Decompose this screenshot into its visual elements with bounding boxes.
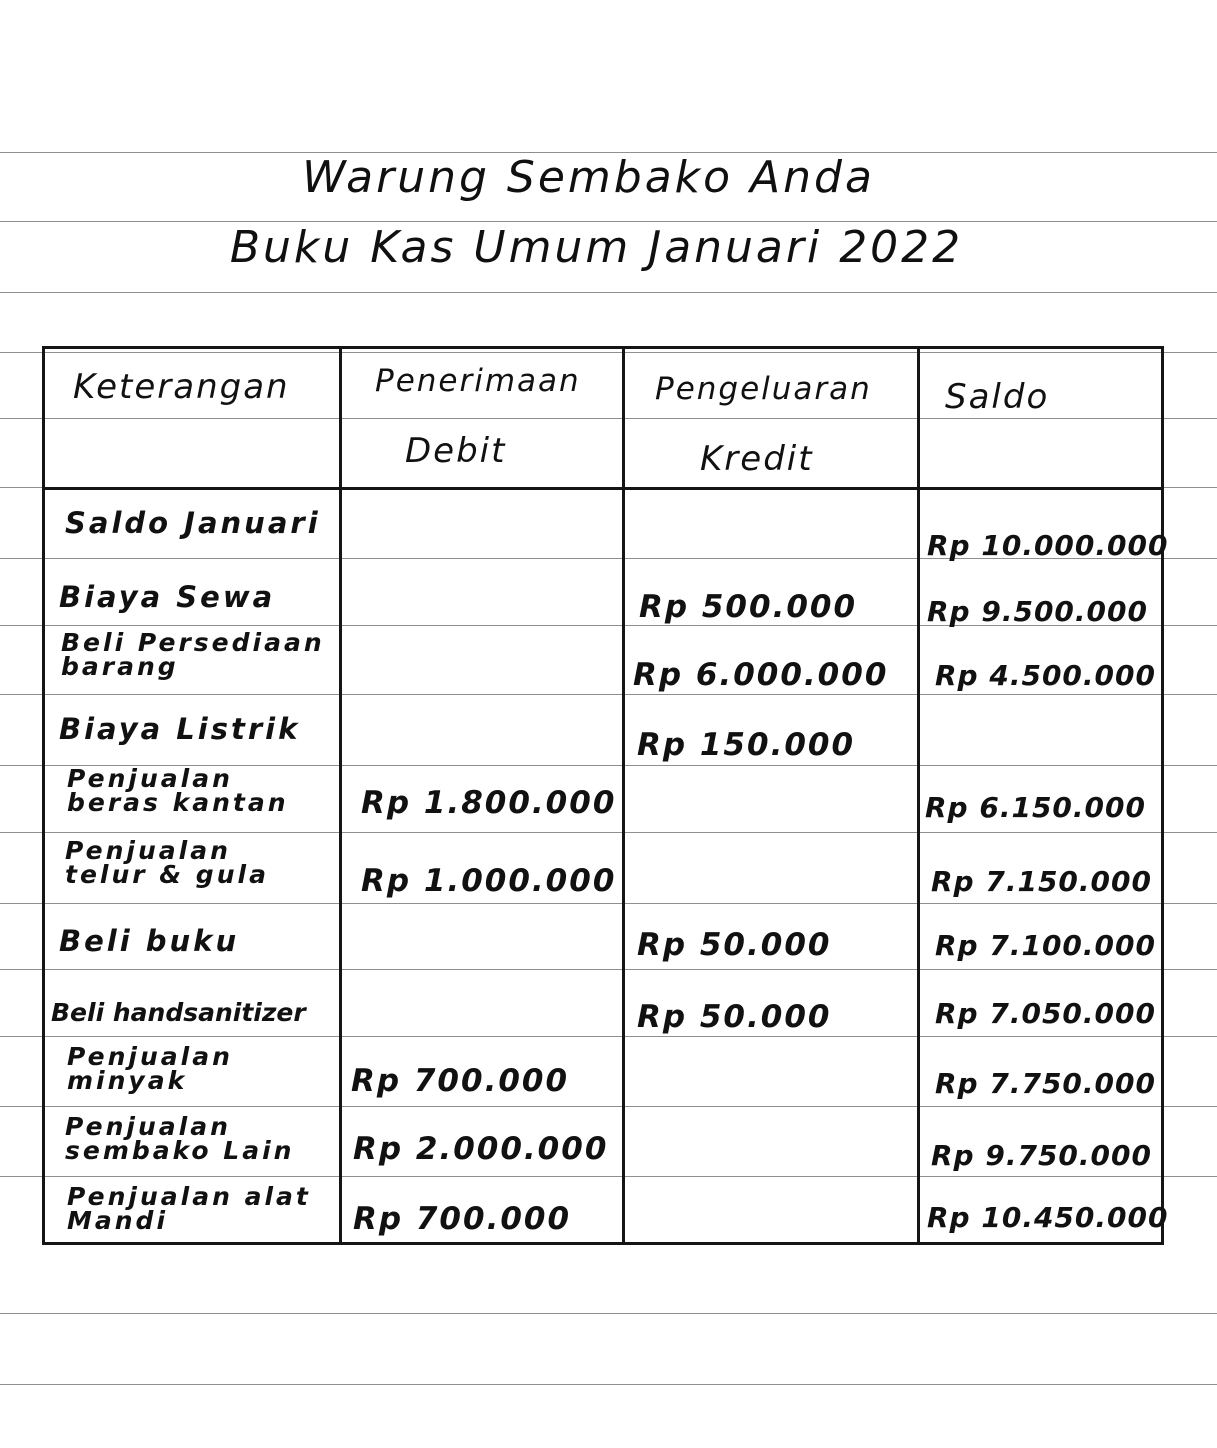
row-debit: Rp 2.000.000: [353, 1131, 609, 1167]
row-kredit: Rp 500.000: [639, 589, 858, 625]
row-keterangan: Penjualan telur & gula: [65, 836, 269, 889]
row-saldo: Rp 10.450.000: [927, 1201, 1169, 1234]
row-saldo: Rp 7.750.000: [935, 1067, 1157, 1100]
row-kredit: Rp 150.000: [637, 727, 856, 763]
row-saldo: Rp 9.500.000: [927, 595, 1149, 628]
header-kredit-label: Pengeluaran: [655, 371, 872, 407]
row-debit: Rp 1.800.000: [361, 785, 617, 821]
row-saldo: Rp 9.750.000: [931, 1139, 1153, 1172]
header-debit: Debit: [405, 431, 507, 471]
row-keterangan: Beli buku: [59, 924, 240, 958]
header-divider: [45, 487, 1161, 490]
row-keterangan: Beli Persediaan barang: [61, 628, 325, 681]
row-keterangan: Saldo Januari: [65, 506, 321, 540]
row-debit: Rp 1.000.000: [361, 863, 617, 899]
column-divider: [339, 349, 342, 1242]
cash-book-table: [42, 346, 1169, 1245]
row-kredit: Rp 6.000.000: [633, 657, 889, 693]
ruled-line: [0, 1384, 1217, 1385]
row-keterangan: Penjualan sembako Lain: [65, 1112, 295, 1165]
row-kredit: Rp 50.000: [637, 999, 832, 1035]
column-divider: [622, 349, 625, 1242]
row-saldo: Rp 7.150.000: [931, 865, 1153, 898]
column-divider: [917, 349, 920, 1242]
row-keterangan: Penjualan alat Mandi: [67, 1182, 311, 1235]
header-kredit: Kredit: [700, 439, 814, 479]
row-saldo: Rp 6.150.000: [925, 791, 1147, 824]
row-saldo: Rp 7.050.000: [935, 997, 1157, 1030]
row-keterangan: Biaya Sewa: [59, 580, 276, 614]
row-saldo: Rp 10.000.000: [927, 529, 1169, 562]
row-keterangan: Penjualan beras kantan: [67, 764, 289, 817]
document-subtitle: Buku Kas Umum Januari 2022: [229, 222, 964, 273]
row-debit: Rp 700.000: [351, 1063, 570, 1099]
row-saldo: Rp 4.500.000: [935, 659, 1157, 692]
header-saldo: Saldo: [945, 377, 1050, 417]
ruled-line: [0, 1313, 1217, 1314]
row-saldo: Rp 7.100.000: [935, 929, 1157, 962]
row-keterangan: Beli handsanitizer: [51, 998, 306, 1027]
document-title: Warung Sembako Anda: [302, 152, 875, 203]
header-keterangan: Keterangan: [73, 367, 290, 407]
ruled-line: [0, 292, 1217, 293]
row-keterangan: Penjualan minyak: [67, 1042, 233, 1095]
header-debit-label: Penerimaan: [375, 363, 581, 399]
row-keterangan: Biaya Listrik: [59, 712, 301, 746]
row-kredit: Rp 50.000: [637, 927, 832, 963]
row-debit: Rp 700.000: [353, 1201, 572, 1237]
